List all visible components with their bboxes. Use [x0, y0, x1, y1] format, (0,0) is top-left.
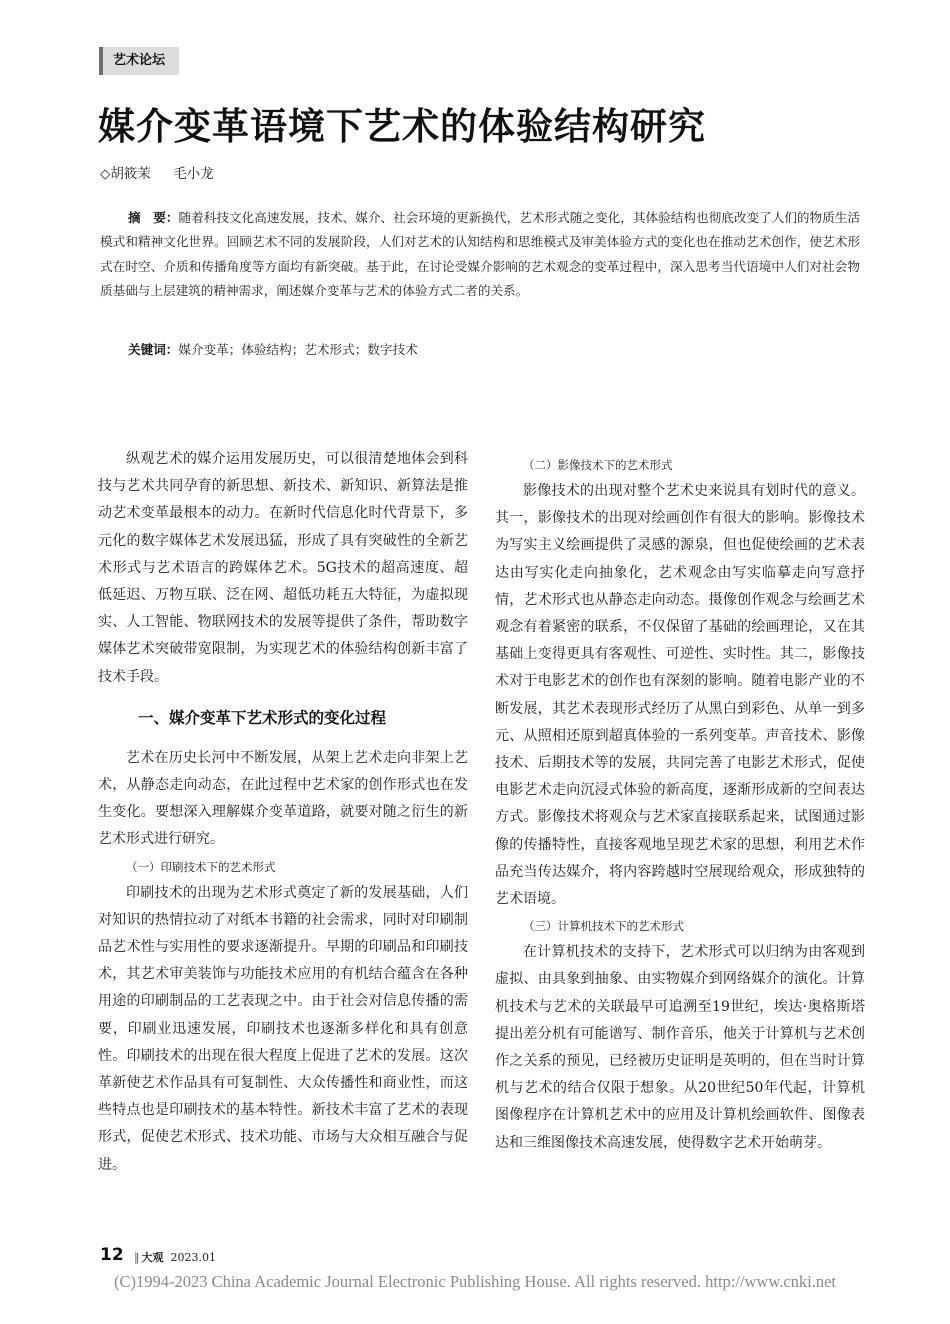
section-tag: 艺术论坛	[99, 47, 179, 75]
subsection-2-paragraph: 影像技术的出现对整个艺术史来说具有划时代的意义。其一，影像技术的出现对绘画创作有很大的影响。影像技术为写实主义绘画提供了灵感的源泉，但也促使绘画的艺术表达由写实化走向抽象化，艺术观念由写实临摹走向写意抒情，艺术形式也从静态走向动态。摄像创作观念与绘画艺术观念有着紧密的联系，不仅保留了基础的绘画理论，又在其基础上变得更具有客观性、可逆性、实时性。其二，影像技术对于电影艺术的创作也有深刻的影响。随着电影产业的不断发展，其艺术表现形式经历了从黑白到彩色、从单一到多元、从照相还原到超真体验的一系列变革。声音技术、影像技术、后期技术等的发展，共同完善了电影艺术形式，促使电影艺术走向沉浸式体验的新高度，逐渐形成新的空间表达方式。影像技术将观众与艺术家直接联系起来，试图通过影像的传播特性，直接客观地呈现艺术家的思想，利用艺术作品充当传达媒介，将内容跨越时空展现给观众，形成独特的艺术语境。	[495, 483, 865, 908]
authors	[100, 162, 232, 182]
copyright-watermark: (C)1994-2023 China Academic Journal Electronic Publishing House. All rights reserved. http://www.cnki.net	[113, 1272, 837, 1291]
author-1: ◇胡筱茉	[100, 166, 151, 182]
section-1-paragraph: 艺术在历史长河中不断发展，从架上艺术走向非架上艺术，从静态走向动态，在此过程中艺术家的创作形式也在发生变化。要想深入理解媒介变革道路，就要对随之衍生的新艺术形式进行研究。	[98, 749, 468, 848]
abstract	[100, 206, 860, 304]
intro-paragraph: 纵观艺术的媒介运用发展历史，可以很清楚地体会到科技与艺术共同孕育的新思想、新技术、新知识、新算法是推动艺术变革最根本的动力。在新时代信息化时代背景下，多元化的数字媒体艺术发展迅猛，形成了具有突破性的全新艺术形式与艺术语言的跨媒体艺术。5G技术的超高速度、超低延迟、万物互联、泛在网、超低功耗五大特征，为虚拟现实、人工智能、物联网技术的发展等提供了条件，帮助数字媒体艺术突破带宽限制，为实现艺术的体验结构创新丰富了技术手段。	[98, 451, 468, 685]
keywords-text: 媒介变革；体验结构；艺术形式；数字技术	[178, 342, 418, 357]
section-1-heading: 一、媒介变革下艺术形式的变化过程	[138, 708, 387, 727]
subsection-3-heading: （三）计算机技术下的艺术形式	[523, 919, 684, 934]
subsection-1-heading: （一）印刷技术下的艺术形式	[126, 859, 276, 874]
subsection-1-paragraph: 印刷技术的出现为艺术形式奠定了新的发展基础，人们对知识的热情拉动了对纸本书籍的社会需求，同时对印刷制品艺术性与实用性的要求逐渐提升。早期的印刷品和印刷技术，其艺术审美装饰与功能技术应用的有机结合蕴含在各种用途的印刷制品的工艺表现之中。由于社会对信息传播的需要，印刷业迅速发展，印刷技术也逐渐多样化和具有创意性。印刷技术的出现在很大程度上促进了艺术的发展。这次革新使艺术作品具有可复制性、大众传播性和商业性，而这些特点也是印刷技术的基本特性。新技术丰富了艺术的表现形式，促使艺术形式、技术功能、市场与大众相互融合与促进。	[98, 884, 468, 1173]
journal-separator: ‖	[134, 1251, 140, 1264]
abstract-label: 摘 要：	[128, 210, 179, 225]
subsection-2-heading: （二）影像技术下的艺术形式	[523, 458, 673, 472]
author-2: 毛小龙	[173, 166, 214, 182]
journal-issue: 2023.01	[170, 1251, 216, 1264]
subsection-3-paragraph: 在计算机技术的支持下，艺术形式可以归纳为由客观到虚拟、由具象到抽象、由实物媒介到网络媒介的演化。计算机技术与艺术的关联最早可追溯至19世纪，埃达·奥格斯塔提出差分机有可能谱写、制作音乐，他关于计算机与艺术创作之关系的预见，已经被历史证明是英明的，但在当时计算机与艺术的结合仅限于想象。从20世纪50年代起，计算机图像程序在计算机艺术中的应用及计算机绘画软件、图像表达和三维图像技术高速发展，使得数字艺术开始萌芽。	[495, 944, 865, 1151]
page-number: 12	[100, 1245, 124, 1265]
article-title: 媒介变革语境下艺术的体验结构研究	[98, 105, 706, 148]
left-column	[98, 446, 468, 1179]
keywords-label: 关键词：	[128, 342, 179, 357]
journal-name: 大观	[141, 1251, 164, 1264]
abstract-text: 随着科技文化高速发展，技术、媒介、社会环境的更新换代，艺术形式随之变化，其体验结构也彻底改变了人们的物质生活模式和精神文化世界。回顾艺术不同的发展阶段，人们对艺术的认知结构和思维模式及审美体验方式的变化也在推动艺术创作，使艺术形式在时空、介质和传播角度等方面均有新突破。基于此，在讨论受媒介影响的艺术观念的变革过程中，深入思考当代语境中人们对社会物质基础与上层建筑的精神需求，阐述媒介变革与艺术的体验方式二者的关系。	[100, 210, 861, 299]
right-column	[495, 452, 865, 1157]
journal-info	[134, 1249, 216, 1265]
keywords	[128, 340, 868, 360]
